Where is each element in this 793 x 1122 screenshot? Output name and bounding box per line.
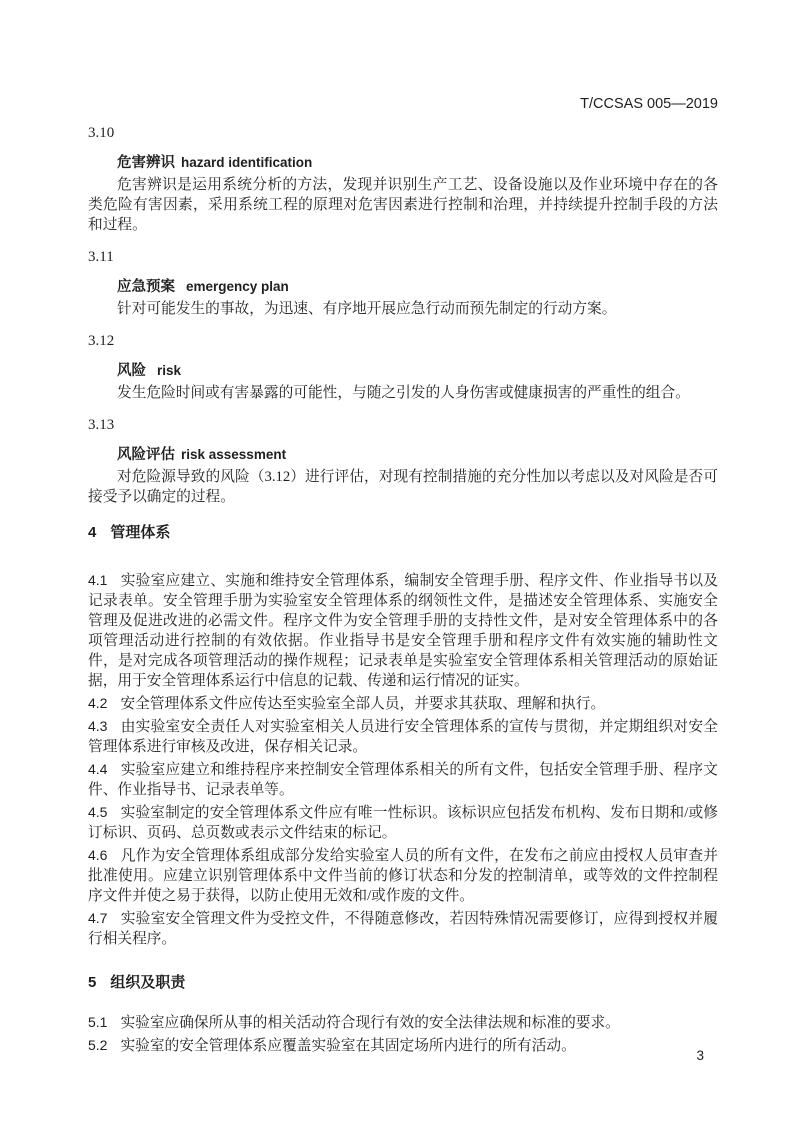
- clause-number: 4.7: [88, 910, 108, 926]
- term-block: [88, 123, 718, 235]
- section-title: 管理体系: [110, 524, 171, 541]
- term-definition: 发生危险时间或有害暴露的可能性，与随之引发的人身伤害或健康损害的严重性的组合。: [117, 385, 690, 401]
- term-name-en: hazard identification: [181, 155, 313, 170]
- term-definition: 针对可能发生的事故，为迅速、有序地开展应急行动而预先制定的行动方案。: [117, 301, 617, 317]
- term-name-zh: 风险: [117, 363, 146, 379]
- clause-text: 实验室的安全管理体系应覆盖实验室在其固定场所内进行的所有活动。: [120, 1038, 576, 1054]
- term-name-en: risk assessment: [181, 447, 287, 462]
- term-clause-number: 3.13: [88, 417, 115, 433]
- term-name-zh: 风险评估: [117, 447, 175, 463]
- page-header: [88, 97, 718, 111]
- section-heading: [88, 973, 718, 993]
- clause-number: 4.6: [88, 847, 108, 863]
- clause-number: 4.3: [88, 718, 108, 734]
- term-name-en: emergency plan: [186, 279, 289, 294]
- term-definition: 对危险源导致的风险（3.12）进行评估，对现有控制措施的充分性加以考虑以及对风险是否可接受予以确定的过程。: [88, 469, 718, 505]
- clause-text: 实验室制定的安全管理体系文件应有唯一性标识。该标识应包括发布机构、发布日期和/或修订标识、页码、总页数或表示文件结束的标记。: [88, 805, 718, 841]
- term-clause-number: 3.10: [88, 125, 115, 141]
- clause-number: 4.4: [88, 761, 108, 777]
- section-title: 组织及职责: [110, 974, 186, 991]
- term-title: [88, 361, 718, 381]
- clause-text: 安全管理体系文件应传达至实验室全部人员，并要求其获取、理解和执行。: [120, 696, 606, 712]
- clause-paragraph: [88, 716, 718, 757]
- clause-paragraph: [88, 570, 718, 691]
- term-block: [88, 415, 718, 507]
- clause-paragraph: [88, 1012, 718, 1033]
- page-footer: [88, 1048, 718, 1064]
- clause-text: 实验室应建立和维持程序来控制安全管理体系相关的所有文件，包括安全管理手册、程序文件、作业指导书、记录表单等。: [88, 762, 718, 798]
- clause-text: 实验室应建立、实施和维持安全管理体系，编制安全管理手册、程序文件、作业指导书以及记录表单。安全管理手册为实验室安全管理体系的纲领性文件，是描述安全管理体系、实施安全管理及促进改进的必需文件。程序文件为安全管理手册的支持性文件，是对安全管理体系中的各项管理活动进行控制的有效依据。作业指导书是安全管理手册和程序文件有效实施的辅助性文件，是对完成各项管理活动的操作规程；记录表单是实验室安全管理体系相关管理活动的原始证据，用于安全管理体系运行中信息的记载、传递和运行情况的证实。: [88, 573, 718, 689]
- clause-text: 由实验室安全责任人对实验室相关人员进行安全管理体系的宣传与贯彻，并定期组织对安全管理体系进行审核及改进，保存相关记录。: [88, 719, 718, 755]
- term-name-zh: 应急预案: [117, 279, 175, 295]
- term-clause-number: 3.11: [88, 249, 114, 265]
- clause-paragraph: [88, 693, 718, 714]
- term-name-zh: 危害辨识: [117, 155, 175, 171]
- clause-paragraph: [88, 908, 718, 949]
- clause-paragraph: [88, 759, 718, 800]
- clause-text: 实验室应确保所从事的相关活动符合现行有效的安全法律法规和标准的要求。: [120, 1015, 620, 1031]
- term-name-en: risk: [157, 363, 182, 378]
- clause-paragraph: [88, 802, 718, 843]
- section-number: 5: [88, 974, 97, 991]
- term-block: [88, 331, 718, 403]
- clause-number: 4.5: [88, 804, 108, 820]
- clause-paragraph: [88, 845, 718, 906]
- term-block: [88, 247, 718, 319]
- page-number: 3: [696, 1048, 704, 1063]
- page-content: [88, 123, 718, 1056]
- term-clause-number: 3.12: [88, 333, 115, 349]
- clause-number: 5.2: [88, 1037, 108, 1053]
- term-definition: 危害辨识是运用系统分析的方法，发现并识别生产工艺、设备设施以及作业环境中存在的各类危险有害因素，采用系统工程的原理对危害因素进行控制和治理，并持续提升控制手段的方法和过程。: [88, 177, 718, 233]
- clause-number: 4.2: [88, 695, 108, 711]
- section-number: 4: [88, 524, 97, 541]
- term-title: [88, 153, 718, 173]
- clause-text: 凡作为安全管理体系组成部分发给实验室人员的所有文件，在发布之前应由授权人员审查并批准使用。应建立识别管理体系中文件当前的修订状态和分发的控制清单，或等效的文件控制程序文件并使之易于获得，以防止使用无效和/或作废的文件。: [88, 848, 718, 904]
- term-title: [88, 445, 718, 465]
- clause-number: 4.1: [88, 572, 108, 588]
- clause-text: 实验室安全管理文件为受控文件，不得随意修改，若因特殊情况需要修订，应得到授权并履行相关程序。: [88, 911, 718, 947]
- clause-number: 5.1: [88, 1014, 108, 1030]
- section-heading: [88, 523, 718, 543]
- term-title: [88, 277, 718, 297]
- standard-number: T/CCSAS 005—2019: [580, 96, 718, 112]
